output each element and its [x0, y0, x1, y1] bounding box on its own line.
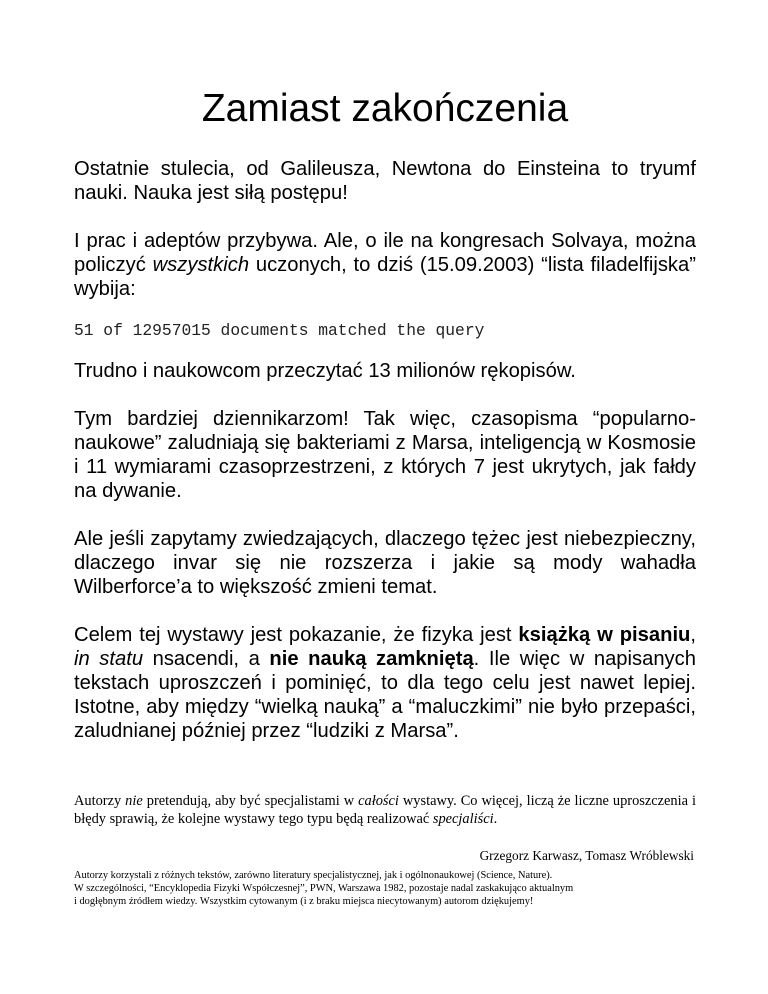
p7-text-a: Autorzy — [74, 793, 126, 809]
p6-bold-closed-science: nie nauką zamkniętą — [269, 648, 474, 670]
paragraph-authors-note — [74, 792, 696, 828]
p6-italic-in-statu: in statu — [74, 648, 144, 670]
paragraph-journalists: Tym bardziej dziennikarzom! Tak więc, czasopisma “popularno-naukowe” zaludniają się bakteriami z Marsa, inteligencją w Kosmosie i 11 wymiarami czasoprzestrzeni, z których 7 jest ukrytych, jak fałdy na dywanie. — [74, 408, 696, 502]
p7-text-c: wystawy. Co więcej, liczą że liczne uproszczenia i błędy sprawią, że kolejne wystawy tego typu będą realizować — [74, 793, 696, 827]
p7-italic-specjalisci: specjaliści — [432, 811, 494, 827]
p7-italic-nie: nie — [125, 793, 143, 809]
p2-text-b: uczonych, to dziś (15.09.2003) “lista filadelfijska” wybija: — [74, 254, 696, 300]
p6-text-a: Celem tej wystawy jest pokazanie, że fizyka jest — [74, 624, 519, 646]
query-result-line: 51 of 12957015 documents matched the query — [74, 321, 485, 340]
p7-text-d: . — [493, 811, 498, 827]
paragraph-manuscripts: Trudno i naukowcom przeczytać 13 milionów rękopisów. — [74, 360, 576, 382]
p7-text-b: pretendują, aby być specjalistami w — [142, 793, 359, 809]
paragraph-visitors: Ale jeśli zapytamy zwiedzających, dlaczego tężec jest niebezpieczny, dlaczego invar się nie rozszerza i jakie są mody wahadła Wilberforce’a to większość zmieni temat. — [74, 528, 696, 598]
footnote-line-2: W szczególności, “Encyklopedia Fizyki Współczesnej”, PWN, Warszawa 1982, pozostaje nadal zaskakująco aktualnym — [74, 883, 574, 894]
footnote-line-3: i dogłębnym źródłem wiedzy. Wszystkim cytowanym (i z braku miejsca niecytowanym) autorom dziękujemy! — [74, 896, 534, 907]
paragraph-intro: Ostatnie stulecia, od Galileusza, Newtona do Einsteina to tryumf nauki. Nauka jest siłą postępu! — [74, 158, 696, 204]
footnote-line-1: Autorzy korzystali z różnych tekstów, zarówno literatury specjalistycznej, jak i ogólnonaukowej (Science, Nature). — [74, 870, 553, 881]
p6-text-e: . Ile więc w napisanych tekstach uproszczeń i pominięć, to dla tego celu jest nawet lepiej. Istotne, aby między “wielką nauką” a “maluczkimi” nie było przepaści, zaludnianej później przez “ludziki z Marsa”. — [74, 648, 696, 742]
paragraph-authors-count — [74, 229, 696, 301]
p7-italic-calosci: całości — [358, 793, 399, 809]
p6-text-c: , — [690, 624, 696, 646]
signature: Grzegorz Karwasz, Tomasz Wróblewski — [479, 848, 694, 863]
p6-text-d: nsacendi, a — [143, 648, 270, 670]
p2-text-a: I prac i adeptów przybywa. Ale, o ile na kongresach Solvaya, można policzyć — [74, 230, 696, 276]
page-title: Zamiast zakończenia — [201, 87, 569, 130]
paragraph-exhibition-goal — [74, 623, 696, 743]
p6-bold-book: książką w pisaniu — [518, 624, 691, 646]
p2-emphasis: wszystkich — [152, 254, 250, 276]
